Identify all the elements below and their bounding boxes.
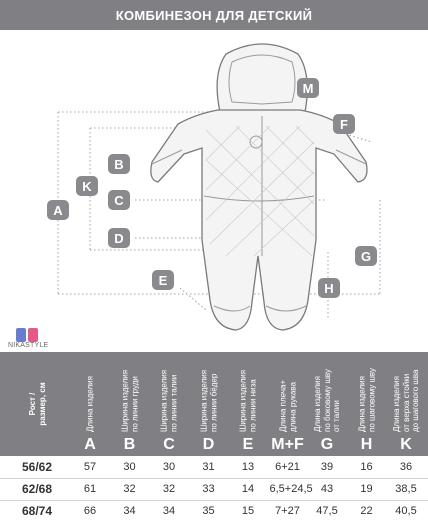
column-letter: G: [320, 436, 334, 453]
column-header: [191, 352, 227, 456]
page-title: КОМБИНЕЗОН ДЛЯ ДЕТСКИЙ: [115, 8, 313, 23]
column-header: [230, 352, 266, 456]
column-letter: C: [163, 436, 175, 453]
label-d: D: [114, 231, 124, 246]
brand-logo: [8, 328, 68, 349]
table-cell: 32: [123, 483, 136, 495]
row-header: [2, 352, 72, 456]
table-cell: 34: [123, 505, 136, 517]
label-c: C: [114, 193, 124, 208]
column-description: Ширина изделия по линии низа: [238, 369, 257, 432]
table-cell: 40,5: [395, 505, 417, 517]
table-cell: 14: [241, 483, 255, 495]
table-cell: 43: [320, 483, 334, 495]
table-cell: 57: [83, 461, 97, 473]
column-letter: H: [360, 436, 373, 453]
label-m: M: [302, 81, 314, 96]
column-description: Длина плеча+ длина рукава: [278, 379, 297, 432]
label-f: F: [340, 117, 348, 132]
label-e: E: [158, 273, 168, 288]
row-size: 68/74: [21, 504, 53, 518]
column-letter: K: [400, 436, 412, 453]
table-cell: 15: [241, 505, 255, 517]
title-bar: [0, 0, 428, 30]
table-cell: 36: [399, 461, 413, 473]
table-cell: 66: [83, 505, 97, 517]
garment-diagram: [0, 30, 428, 352]
table-cell: 39: [320, 461, 334, 473]
column-letter: A: [84, 436, 96, 453]
row-header-label: Рост / размер, см: [28, 382, 47, 426]
column-letter: M+F: [271, 436, 304, 453]
column-description: Длина изделия по боковому шву от талии: [312, 369, 341, 432]
table-cell: 30: [162, 461, 176, 473]
brand-mark-icon: [16, 328, 38, 342]
size-table-header: [0, 352, 428, 456]
column-header: [270, 352, 306, 456]
column-header: [349, 352, 385, 456]
column-letter: B: [123, 436, 136, 453]
column-description: Ширина изделия по линии бёдер: [199, 369, 218, 432]
label-g: G: [360, 249, 372, 264]
table-cell: 61: [83, 483, 97, 495]
table-row: [0, 478, 428, 500]
column-description: Ширина изделия по линии талии: [159, 369, 178, 432]
table-cell: 31: [202, 461, 215, 473]
table-cell: 19: [360, 483, 373, 495]
table-row: [0, 456, 428, 478]
label-a: A: [53, 203, 63, 218]
row-size: 62/68: [21, 482, 53, 496]
table-cell: 47,5: [316, 505, 338, 517]
table-cell: 33: [202, 483, 215, 495]
column-description: Длина изделия: [85, 376, 95, 432]
table-cell: 13: [241, 461, 255, 473]
table-cell: 7+27: [275, 505, 300, 517]
brand-name: NIKASTYLE: [8, 342, 49, 349]
table-cell: 32: [162, 483, 176, 495]
column-letter: D: [202, 436, 215, 453]
table-row: [0, 500, 428, 522]
table-cell: 16: [360, 461, 373, 473]
label-b: B: [114, 157, 124, 172]
column-letter: E: [242, 436, 254, 453]
table-cell: 30: [123, 461, 136, 473]
column-header: [112, 352, 148, 456]
table-cell: 38,5: [395, 483, 417, 495]
table-cell: 34: [162, 505, 176, 517]
column-header: [151, 352, 187, 456]
label-h: H: [324, 281, 334, 296]
table-cell: 35: [202, 505, 215, 517]
table-cell: 22: [360, 505, 373, 517]
column-description: Длина изделия от верха стойки до шагового шва: [391, 369, 420, 432]
column-header: [388, 352, 424, 456]
row-size: 56/62: [21, 460, 53, 474]
column-header: [309, 352, 345, 456]
table-cell: 6+21: [275, 461, 300, 473]
label-k: K: [82, 179, 92, 194]
table-cell: 6,5+24,5: [269, 483, 313, 495]
column-description: Длина изделия по шаговому шву: [357, 368, 376, 432]
column-header: [72, 352, 108, 456]
column-description: Ширина изделия по линии груди: [120, 369, 139, 432]
